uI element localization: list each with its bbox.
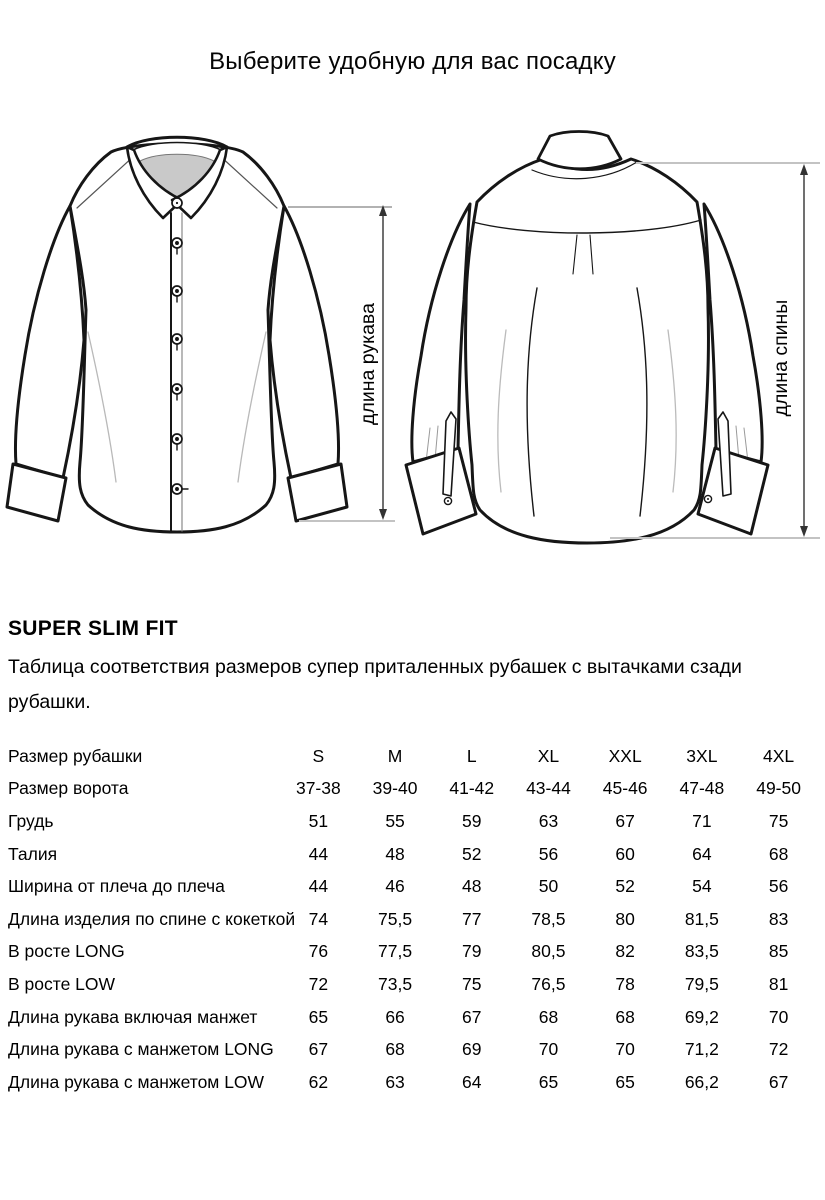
size-value: 68	[385, 1039, 405, 1060]
size-value: 77	[462, 908, 482, 929]
size-value: 73,5	[378, 973, 413, 994]
size-value: XXL	[608, 745, 642, 766]
size-value: 67	[615, 810, 635, 831]
shirt-back-drawing	[406, 132, 768, 544]
size-value: 83	[768, 908, 789, 929]
size-value: 68	[615, 1006, 635, 1027]
row-label: Длина рукава с манжетом LONG	[8, 1039, 274, 1060]
size-value: 41-42	[449, 778, 495, 799]
size-value: 80	[615, 908, 635, 929]
shirt-measurement-diagram	[0, 100, 825, 570]
size-value: 80,5	[531, 941, 566, 962]
size-value: 68	[768, 843, 789, 864]
size-value: 46	[385, 876, 405, 897]
size-value: 65	[615, 1071, 635, 1092]
row-label: Талия	[8, 843, 58, 864]
table-row	[8, 936, 817, 969]
size-value: 44	[308, 843, 329, 864]
size-value: 75,5	[378, 908, 413, 929]
size-value: 65	[308, 1006, 329, 1027]
size-value: 67	[768, 1071, 789, 1092]
size-value: 50	[538, 876, 559, 897]
size-value: 70	[538, 1039, 559, 1060]
page-title: Выберите удобную для вас посадку	[209, 48, 616, 75]
size-value: 70	[768, 1006, 789, 1027]
size-value: 82	[615, 941, 635, 962]
size-value: 75	[768, 810, 789, 831]
size-value: 3XL	[686, 745, 718, 766]
size-value: 55	[385, 810, 405, 831]
size-value: 63	[385, 1071, 405, 1092]
size-value: 63	[538, 810, 559, 831]
size-value: 77,5	[378, 941, 413, 962]
size-value: 45-46	[602, 778, 648, 799]
size-value: 85	[768, 941, 789, 962]
size-value: 43-44	[526, 778, 571, 799]
table-row	[8, 1066, 817, 1099]
size-value: 72	[768, 1039, 789, 1060]
table-row	[8, 740, 817, 773]
size-value: L	[466, 745, 477, 766]
size-value: 75	[462, 973, 482, 994]
row-label: Длина рукава с манжетом LOW	[8, 1071, 265, 1092]
row-label: Длина рукава включая манжет	[8, 1006, 258, 1027]
size-value: 74	[308, 908, 329, 929]
size-value: 52	[462, 843, 482, 864]
size-value: 54	[692, 876, 712, 897]
row-label: Ширина от плеча до плеча	[8, 876, 225, 897]
size-value: 78	[615, 973, 635, 994]
size-value: 69,2	[684, 1006, 719, 1027]
size-value: S	[312, 745, 325, 766]
size-value: 70	[615, 1039, 635, 1060]
size-value: XL	[537, 745, 560, 766]
size-value: 56	[538, 843, 559, 864]
row-label: В росте LOW	[8, 973, 116, 994]
back-length-label: длина спины	[770, 299, 792, 417]
size-value: 65	[538, 1071, 559, 1092]
size-value: 56	[768, 876, 789, 897]
size-value: 37-38	[295, 778, 341, 799]
row-label: Грудь	[8, 810, 54, 831]
size-value: 67	[308, 1039, 329, 1060]
table-row	[8, 838, 817, 871]
size-value: 68	[538, 1006, 559, 1027]
size-value: 59	[462, 810, 482, 831]
size-value: 64	[462, 1071, 482, 1092]
size-value: 72	[308, 973, 329, 994]
fit-description: Таблица соответствия размеров супер приталенных рубашек с вытачками сзади рубашки.	[8, 656, 742, 713]
size-value: 44	[308, 876, 329, 897]
table-row	[8, 903, 817, 936]
table-row	[8, 968, 817, 1001]
row-label: Длина изделия по спине с кокеткой	[8, 908, 296, 929]
size-value: 62	[308, 1071, 329, 1092]
size-value: 47-48	[679, 778, 725, 799]
size-value: 4XL	[763, 745, 795, 766]
row-label: В росте LONG	[8, 941, 125, 962]
size-value: 66,2	[684, 1071, 719, 1092]
size-value: 69	[462, 1039, 482, 1060]
table-row	[8, 1033, 817, 1066]
table-row	[8, 1001, 817, 1034]
table-row	[8, 805, 817, 838]
size-value: 49-50	[756, 778, 801, 799]
size-value: 83,5	[684, 941, 719, 962]
size-value: 52	[615, 876, 635, 897]
size-value: M	[387, 745, 403, 766]
size-value: 79	[462, 941, 482, 962]
fit-heading: SUPER SLIM FIT	[8, 617, 178, 640]
size-value: 60	[615, 843, 635, 864]
size-value: 67	[462, 1006, 482, 1027]
size-value: 71,2	[684, 1039, 719, 1060]
size-value: 76,5	[531, 973, 566, 994]
size-value: 81	[768, 973, 789, 994]
size-table	[8, 740, 817, 1099]
size-value: 71	[692, 810, 712, 831]
sleeve-length-label: длина рукава	[357, 303, 379, 425]
row-label: Размер ворота	[8, 778, 129, 799]
size-value: 79,5	[684, 973, 719, 994]
size-value: 51	[308, 810, 329, 831]
size-value: 66	[385, 1006, 405, 1027]
size-value: 76	[308, 941, 329, 962]
shirt-front-drawing	[7, 137, 347, 532]
size-value: 64	[692, 843, 712, 864]
size-value: 78,5	[531, 908, 566, 929]
table-row	[8, 773, 817, 806]
table-row	[8, 870, 817, 903]
size-value: 48	[385, 843, 405, 864]
size-value: 48	[462, 876, 482, 897]
row-label: Размер рубашки	[8, 745, 143, 766]
size-value: 39-40	[372, 778, 418, 799]
size-value: 81,5	[684, 908, 719, 929]
